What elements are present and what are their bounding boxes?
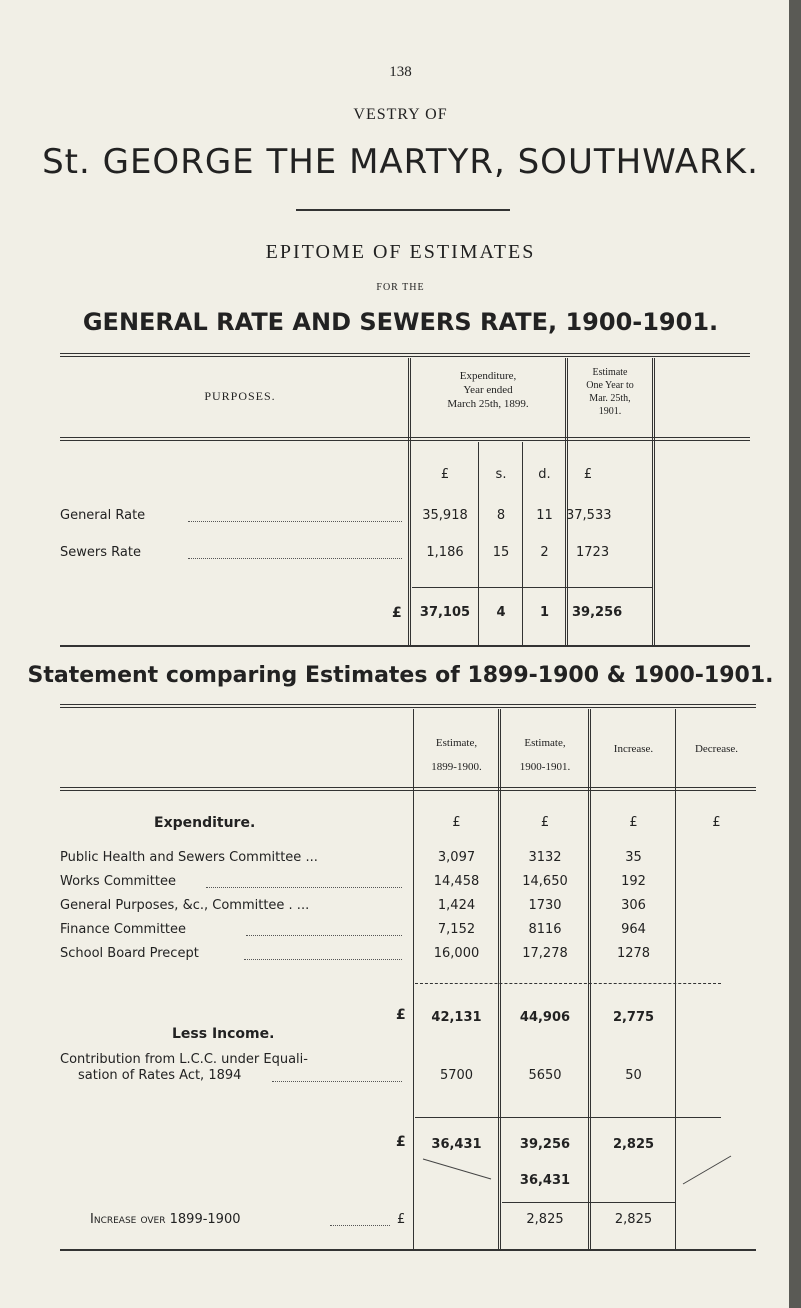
col-expenditure-line: Year ended <box>463 384 513 396</box>
statement-title: Statement comparing Estimates of 1899-1900 & 1900-1901. <box>27 663 774 688</box>
row-label-sewers-rate: Sewers Rate <box>60 545 141 560</box>
unit-pence: d. <box>538 467 551 482</box>
total-shillings: 4 <box>496 605 506 620</box>
page-number: 138 <box>389 64 412 80</box>
table2-bottom-rule <box>60 1249 756 1251</box>
sewers-rate-pence: 2 <box>540 545 549 560</box>
est1-value: 1,424 <box>437 898 476 913</box>
income-label-line2: sation of Rates Act, 1894 <box>78 1068 242 1083</box>
table2-top-rule-2 <box>60 707 756 708</box>
row-label: Public Health and Sewers Committee ... <box>60 850 318 865</box>
income-est1: 5700 <box>439 1068 474 1083</box>
col-estimate-line: Estimate <box>592 367 628 378</box>
row-label: School Board Precept <box>60 946 199 961</box>
general-rate-pence: 11 <box>536 508 553 523</box>
brace-stroke <box>677 1150 737 1190</box>
col-estimate-line: Mar. 25th, <box>589 393 631 404</box>
income-increase: 50 <box>625 1068 642 1083</box>
increase-value: 35 <box>625 850 642 865</box>
unit-pounds: £ <box>440 467 450 482</box>
table1-divider <box>652 358 655 645</box>
title-underline <box>296 209 510 211</box>
currency-est1: £ <box>452 815 461 830</box>
table2-divider <box>588 709 591 1249</box>
total-estimate: 39,256 <box>572 605 623 620</box>
epitome-heading: EPITOME OF ESTIMATES <box>265 241 536 263</box>
table2-divider <box>675 709 676 1249</box>
subtotal-currency: £ <box>396 1007 406 1023</box>
page-edge-shadow <box>789 0 801 1308</box>
table1-bottom-rule <box>60 645 750 647</box>
col-estimate-line: 1901. <box>598 406 622 417</box>
net-increase: 2,825 <box>612 1137 655 1152</box>
currency-decrease: £ <box>712 815 721 830</box>
col-expenditure <box>412 369 564 411</box>
col-estimate-line: One Year to <box>586 380 634 391</box>
col-decrease: Decrease. <box>694 743 739 755</box>
est2-value: 17,278 <box>522 946 568 961</box>
row-label: Works Committee <box>60 874 176 889</box>
net-rule <box>415 1117 721 1118</box>
dot-leader <box>246 935 402 936</box>
increase-value: 192 <box>621 874 646 889</box>
col-expenditure-line: March 25th, 1899. <box>447 398 529 410</box>
increase-value: 964 <box>621 922 646 937</box>
dot-leader <box>188 558 402 559</box>
est2-value: 1730 <box>528 898 562 913</box>
unit-shillings: s. <box>495 467 507 482</box>
col-expenditure-line: Expenditure, <box>459 370 517 382</box>
increase-currency: £ <box>397 1212 406 1227</box>
vestry-heading: VESTRY OF <box>353 106 448 123</box>
col-estimate-1899 <box>415 731 498 779</box>
dot-leader <box>272 1081 402 1082</box>
sewers-rate-pounds: 1,186 <box>426 545 464 560</box>
increase-value: 306 <box>621 898 646 913</box>
col-increase: Increase. <box>613 743 654 755</box>
est1-value: 7,152 <box>437 922 476 937</box>
est1-value: 16,000 <box>433 946 480 961</box>
table2-header-rule <box>60 787 756 788</box>
table1-divider <box>408 358 411 645</box>
net-est2: 39,256 <box>519 1137 571 1152</box>
total-pence: 1 <box>539 605 550 620</box>
income-label-line1: Contribution from L.C.C. under Equali- <box>60 1052 308 1067</box>
table1-top-rule <box>60 353 750 354</box>
currency-est2: £ <box>540 815 550 830</box>
sewers-rate-shillings: 15 <box>492 545 510 560</box>
sewers-rate-estimate: 1723 <box>576 545 610 560</box>
carried-est2: 36,431 <box>519 1173 571 1188</box>
subtotal-est2: 44,906 <box>519 1010 571 1025</box>
for-the-text: FOR THE <box>376 282 425 293</box>
col-estimate-1900 <box>502 731 588 779</box>
est2-value: 8116 <box>528 922 562 937</box>
dot-leader <box>188 521 402 522</box>
row-label: Finance Committee <box>60 922 187 937</box>
income-est2: 5650 <box>528 1068 562 1083</box>
unit-estimate: £ <box>583 467 593 482</box>
table1-top-rule-2 <box>60 356 750 357</box>
total-rule <box>412 587 652 588</box>
table2-header-rule-2 <box>60 790 756 791</box>
col-estimate-1900-line: Estimate, <box>524 737 566 749</box>
col-estimate <box>568 366 652 418</box>
rate-title: GENERAL RATE AND SEWERS RATE, 1900-1901. <box>82 308 719 336</box>
col-estimate-1899-line: 1899-1900. <box>431 761 482 773</box>
dot-leader <box>206 887 402 888</box>
total-currency: £ <box>392 605 402 621</box>
table1-header-rule-2 <box>60 440 750 441</box>
general-rate-shillings: 8 <box>496 508 506 523</box>
table2-divider <box>413 709 414 1249</box>
currency-increase: £ <box>629 815 638 830</box>
increase-increase: 2,825 <box>614 1212 653 1227</box>
table2-top-rule <box>60 704 756 705</box>
col-estimate-1900-line: 1900-1901. <box>519 761 571 773</box>
table1-divider <box>522 442 523 645</box>
col-purposes: PURPOSES. <box>204 389 276 403</box>
net-currency: £ <box>396 1134 406 1150</box>
table1-header-rule <box>60 437 750 438</box>
table1-divider <box>478 442 479 645</box>
col-estimate-1899-line: Estimate, <box>435 737 478 749</box>
increase-est2: 2,825 <box>526 1212 564 1227</box>
dot-leader <box>330 1225 390 1226</box>
dot-leader <box>244 959 402 960</box>
est1-value: 14,458 <box>433 874 480 889</box>
expenditure-heading: Expenditure. <box>154 815 256 831</box>
est1-value: 3,097 <box>437 850 476 865</box>
est2-value: 3132 <box>528 850 562 865</box>
page-title: St. GEORGE THE MARTYR, SOUTHWARK. <box>42 142 759 182</box>
increase-over-label: Increase over 1899-1900 <box>90 1212 241 1227</box>
subtotal-rule <box>415 983 721 984</box>
brace-stroke <box>415 1155 498 1185</box>
increase-rule <box>502 1202 675 1203</box>
net-est1: 36,431 <box>431 1137 482 1152</box>
subtotal-increase: 2,775 <box>612 1010 655 1025</box>
total-pounds: 37,105 <box>419 605 471 620</box>
increase-value: 1278 <box>616 946 651 961</box>
row-label-general-rate: General Rate <box>60 508 146 523</box>
row-label: General Purposes, &c., Committee . ... <box>60 898 310 913</box>
table2-divider <box>498 709 501 1249</box>
general-rate-pounds: 35,918 <box>422 508 468 523</box>
est2-value: 14,650 <box>522 874 568 889</box>
subtotal-est1: 42,131 <box>431 1010 482 1025</box>
less-income-heading: Less Income. <box>172 1026 275 1042</box>
general-rate-estimate: 37,533 <box>566 508 612 523</box>
